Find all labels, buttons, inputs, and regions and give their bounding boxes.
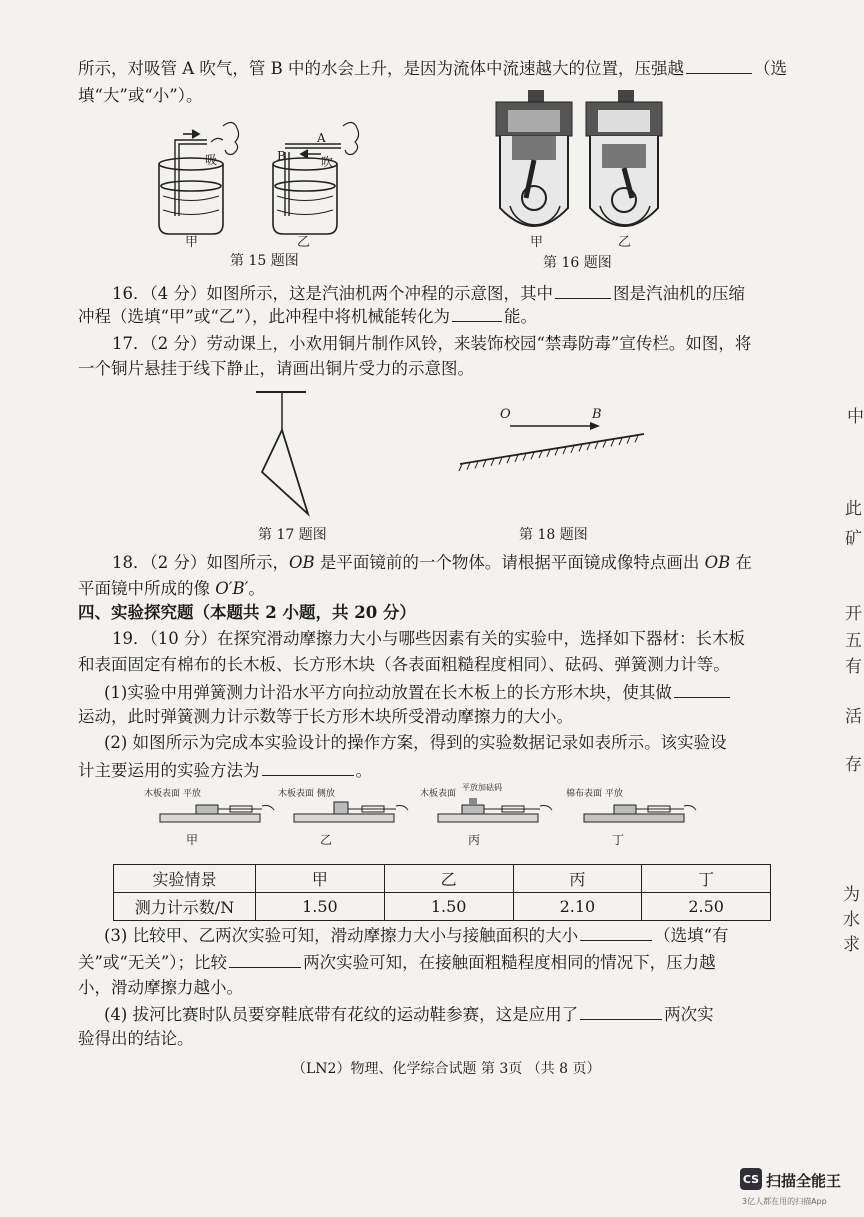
setup-ding: [566, 787, 696, 847]
plane-mirror: [460, 434, 644, 464]
camscanner-name: 扫描全能王: [766, 1172, 842, 1190]
svg-text:甲: 甲: [186, 833, 199, 847]
figure-19-setups: [144, 783, 710, 848]
q19-blank-2: [262, 761, 354, 776]
fig16-jia-label: 甲: [530, 235, 544, 250]
camscanner-tagline: 3亿人都在用的扫描App: [742, 1197, 827, 1206]
q17-line2: 一个铜片悬挂于线下静止，请画出铜片受力的示意图。: [78, 359, 474, 378]
edge-char: 存: [845, 755, 862, 775]
table-cell: 2.10: [513, 893, 642, 921]
label-a: A: [317, 131, 326, 145]
q19-p2-line2: 计主要运用的实验方法为 。: [78, 761, 372, 780]
setup-yi: [278, 787, 408, 847]
camscanner-logo: CS: [740, 1168, 762, 1190]
edge-char: 活: [845, 707, 862, 727]
q19-p3-line3: 小，滑动摩擦力越小。: [78, 978, 243, 997]
q19-p3-line1: (3) 比较甲、乙两次实验可知，滑动摩擦力大小与接触面积的大小 （选填“有: [104, 926, 729, 945]
edge-char: 水: [843, 910, 860, 930]
svg-text:乙: 乙: [320, 833, 333, 847]
q15-blank: [686, 59, 752, 74]
svg-text:丁: 丁: [612, 833, 625, 847]
edge-char: 求: [843, 935, 860, 955]
label-b-point: B: [592, 407, 602, 422]
face-jia-icon: [211, 122, 239, 154]
q19-p4-line2: 验得出的结论。: [78, 1029, 194, 1048]
table-header-cell: 乙: [384, 865, 513, 893]
fig16-yi-label: 乙: [618, 235, 632, 250]
table-row: [114, 865, 771, 893]
face-yi-icon: [343, 122, 359, 154]
q16-line2: 冲程（选填“甲”或“乙”），此冲程中将机械能转化为 能。: [78, 307, 537, 326]
table-header-cell: 丙: [513, 865, 642, 893]
q19-p4-line1: (4) 拔河比赛时队员要穿鞋底带有花纹的运动鞋参赛，这是应用了 两次实: [104, 1005, 714, 1024]
q19-blank-5: [580, 1005, 662, 1020]
engine-jia: [496, 90, 572, 226]
q15-line1: 所示，对吸管 A 吹气，管 B 中的水会上升，是因为流体中流速越大的位置，压强越 （选: [78, 59, 788, 78]
mirror-hatching: [459, 435, 638, 471]
q18-line2: 平面镜中所成的像 O′B′。: [78, 579, 265, 598]
copper-plate: [262, 430, 308, 514]
svg-text:棉布表面 平放: 棉布表面 平放: [566, 789, 623, 799]
q15-line2: 填“大”或“小”）。: [78, 86, 203, 105]
q19-blank-1: [674, 683, 730, 698]
svg-text:木板表面 侧放: 木板表面 侧放: [278, 789, 335, 799]
label-blow: 吹: [321, 155, 334, 169]
q16-blank-2: [452, 307, 502, 322]
label-suck: 吸: [205, 153, 218, 167]
beaker-jia: [159, 130, 223, 234]
figure-17: [250, 388, 330, 518]
figure-18: [458, 404, 668, 474]
q19-p2-line1: (2) 如图所示为完成本实验设计的操作方案，得到的实验数据记录如表所示。该实验设: [104, 733, 727, 752]
q16-blank-1: [555, 284, 611, 299]
q19-line1: 19．（10 分）在探究滑动摩擦力大小与哪些因素有关的实验中，选择如下器材：长木板: [112, 629, 745, 648]
ob-arrow: [590, 422, 600, 430]
edge-char: 开: [845, 604, 862, 624]
caption-18: 第 18 题图: [519, 527, 588, 543]
edge-char: 中: [847, 407, 864, 427]
table-cell: 1.50: [384, 893, 513, 921]
q19-blank-3: [580, 926, 652, 941]
table-header-cell: 实验情景: [114, 865, 256, 893]
q19-line2: 和表面固定有棉布的长木板、长方形木块（各表面粗糙程度相同）、砝码、弹簧测力计等。: [78, 655, 730, 674]
edge-char: 为: [843, 885, 860, 905]
q19-p1-line1: (1)实验中用弹簧测力计沿水平方向拉动放置在长木板上的长方形木块，使其做: [104, 683, 732, 702]
edge-char: 此: [845, 499, 862, 519]
svg-text:丙: 丙: [468, 833, 481, 847]
table-cell: 1.50: [256, 893, 385, 921]
svg-text:木板表面: 木板表面: [420, 789, 457, 799]
engine-yi: [586, 90, 662, 226]
figure-15: [145, 106, 385, 276]
q19-blank-4: [229, 953, 301, 968]
q16-line1: 16．（4 分）如图所示，这是汽油机两个冲程的示意图，其中 图是汽油机的压缩: [112, 284, 745, 303]
edge-char: 矿: [845, 529, 862, 549]
svg-text:木板表面 平放: 木板表面 平放: [144, 789, 201, 799]
table-cell: 2.50: [642, 893, 771, 921]
page-footer: （LN2）物理、化学综合试题 第 3页 （共 8 页）: [292, 1061, 601, 1077]
edge-char: 五: [845, 631, 862, 651]
fig15-yi-label: 乙: [297, 235, 311, 250]
q19-p1-line2: 运动，此时弹簧测力计示数等于长方形木块所受滑动摩擦力的大小。: [78, 707, 573, 726]
q18-line1: 18．（2 分）如图所示，OB 是平面镜前的一个物体。请根据平面镜成像特点画出 OB 在: [112, 553, 753, 572]
table-header-cell: 甲: [256, 865, 385, 893]
caption-16: 第 16 题图: [543, 255, 612, 271]
table-row: [114, 893, 771, 921]
data-table: [113, 864, 771, 921]
section-4-heading: 四、实验探究题（本题共 2 小题，共 20 分）: [78, 603, 416, 622]
svg-text:平放加砝码: 平放加砝码: [462, 783, 502, 792]
label-b: B: [277, 149, 286, 163]
caption-15: 第 15 题图: [230, 253, 299, 269]
setup-bing: [420, 782, 552, 847]
figure-16: [490, 88, 670, 248]
edge-char: 有: [845, 657, 862, 677]
caption-17: 第 17 题图: [258, 527, 327, 543]
fig15-jia-label: 甲: [185, 235, 199, 250]
label-o: O: [500, 407, 511, 422]
q19-p3-line2: 关”或“无关”）；比较 两次实验可知，在接触面粗糙程度相同的情况下，压力越: [78, 953, 716, 972]
q17-line1: 17．（2 分）劳动课上，小欢用铜片制作风铃，来装饰校园“禁毒防毒”宣传栏。如图，将: [112, 334, 752, 353]
table-header-cell: 丁: [642, 865, 771, 893]
setup-jia: [144, 787, 274, 847]
table-cell: 测力计示数/N: [114, 893, 256, 921]
